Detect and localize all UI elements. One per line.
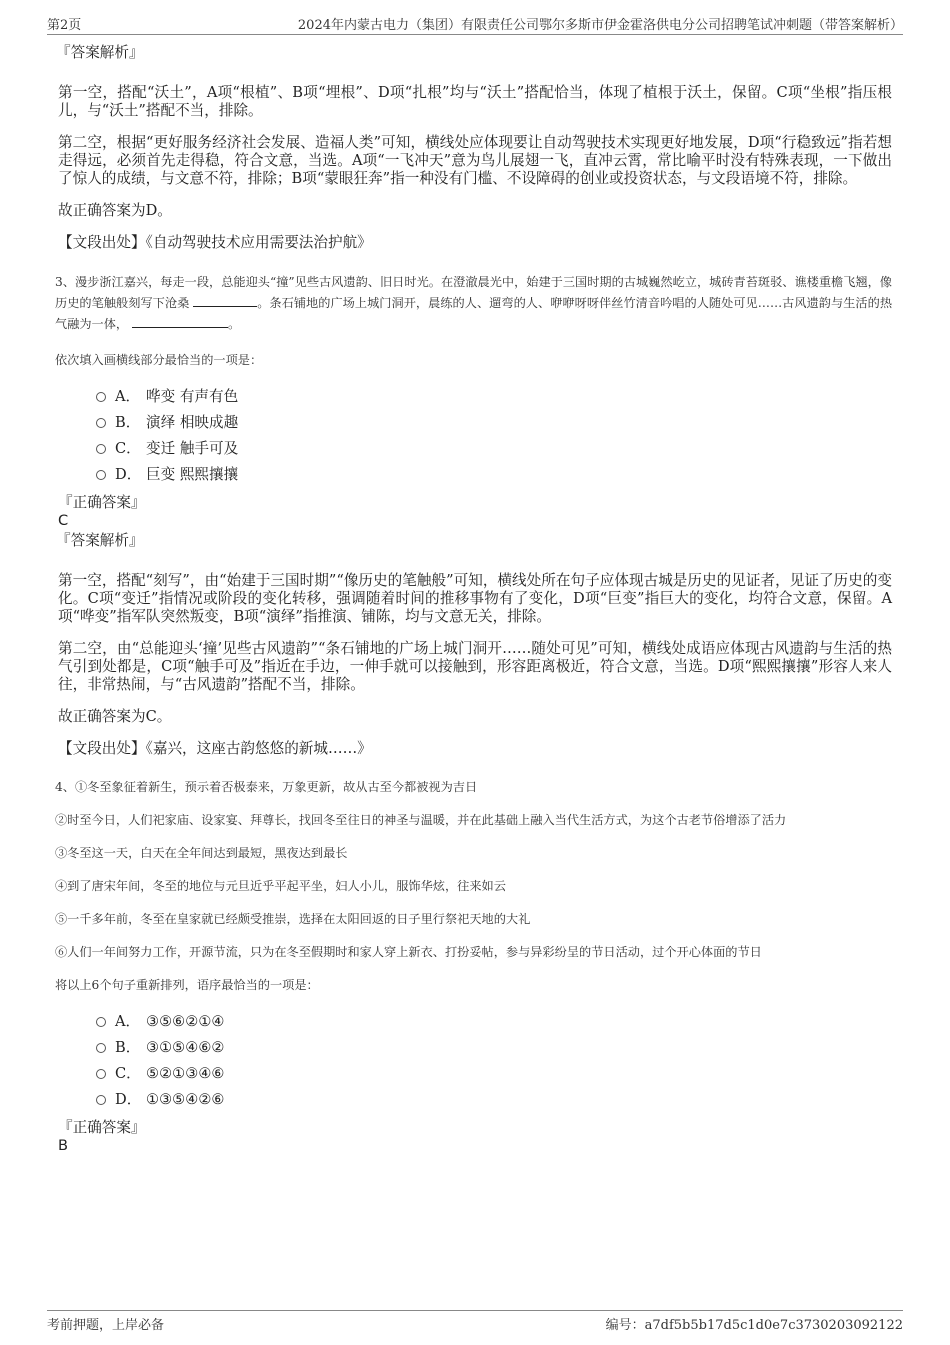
option-b[interactable]: B． ③①⑤④⑥②	[96, 1035, 892, 1061]
analysis-label: 『答案解析』	[56, 532, 144, 549]
sentence-6: ⑥人们一年间努力工作，开源节流，只为在冬至假期时和家人穿上新衣、打扮妥帖，参与异彩纷呈的节日活动，过个开心体面的节日	[55, 945, 762, 959]
correct-answer: B	[58, 1137, 69, 1154]
radio-icon[interactable]	[96, 392, 106, 402]
radio-icon[interactable]	[96, 444, 106, 454]
radio-icon[interactable]	[96, 1095, 106, 1105]
document-id: 编号：a7df5b5b17d5c1d0e7c3730203092122	[605, 1318, 903, 1333]
question-3-text: 3、漫步浙江嘉兴，每走一段，总能迎头“撞”见些古风遗韵、旧日时光。在澄澈晨光中，始建于三国时期的古城巍然屹立，城砖青苔斑驳、谯楼重檐飞翘，像历史的笔触般刻写下沧桑 。条石铺地的广场上城门洞开，晨练的人、遛弯的人、咿咿呀呀伴丝竹清音吟唱的人随处可见……古风遗韵与生活的热气融为一体， 。	[55, 275, 893, 331]
sentence-5: ⑤一千多年前，冬至在皇家就已经颇受推崇，选择在太阳回返的日子里行祭祀天地的大礼	[55, 912, 531, 926]
radio-icon[interactable]	[96, 418, 106, 428]
page-footer	[47, 1310, 903, 1335]
page-content	[55, 44, 893, 1157]
option-d[interactable]: D． ①③⑤④②⑥	[96, 1087, 892, 1113]
analysis-label: 『答案解析』	[56, 44, 144, 61]
radio-icon[interactable]	[96, 470, 106, 480]
option-b[interactable]: B． 演绎 相映成趣	[96, 410, 892, 436]
option-c[interactable]: C． 变迁 触手可及	[96, 436, 892, 462]
option-a[interactable]: A． 哗变 有声有色	[96, 384, 892, 410]
correct-answer: C	[58, 512, 69, 529]
document-title: 2024年内蒙古电力（集团）有限责任公司鄂尔多斯市伊金霍洛供电分公司招聘笔试冲刺题（带答案解析）	[297, 18, 903, 33]
fill-blank	[193, 294, 257, 307]
footer-slogan: 考前押题，上岸必备	[47, 1318, 165, 1333]
analysis-conclusion: 故正确答案为C。	[58, 708, 172, 725]
sentence-4: ④到了唐宋年间，冬至的地位与元旦近乎平起平坐，妇人小儿，服饰华炫，往来如云	[55, 879, 506, 893]
analysis-paragraph: 第二空，根据“更好服务经济社会发展、造福人类”可知，横线处应体现要让自动驾驶技术实现更好地发展，D项“行稳致远”指若想走得远，必须首先走得稳，符合文意，当选。A项“一飞冲天”意为鸟儿展翅一飞，直冲云霄，常比喻平时没有特殊表现，一下做出了惊人的成绩，与文意不符，排除；B项“蒙眼狂奔”指一种没有门槛、不设障碍的创业或投资状态，与文段语境不符，排除。	[58, 134, 892, 187]
analysis-paragraph: 第二空，由“总能迎头‘撞’见些古风遗韵”“条石铺地的广场上城门洞开……随处可见”可知，横线处成语应体现古风遗韵与生活的热气引到处都是，C项“触手可及”指近在手边，一伸手就可以接触到，形容距离极近，符合文意，当选。D项“熙熙攘攘”形容人来人往，非常热闹，与“古风遗韵”搭配不当，排除。	[58, 640, 892, 693]
option-d[interactable]: D． 巨变 熙熙攘攘	[96, 462, 892, 488]
sentence-3: ③冬至这一天，白天在全年间达到最短，黑夜达到最长	[55, 846, 348, 860]
page-number: 第2页	[47, 18, 82, 33]
question-4-prompt: 将以上6个句子重新排列，语序最恰当的一项是：	[55, 978, 319, 992]
option-a[interactable]: A． ③⑤⑥②①④	[96, 1009, 892, 1035]
sentence-2: ②时至今日，人们祀家庙、设家宴、拜尊长，找回冬至往日的神圣与温暖，并在此基础上融入当代生活方式，为这个古老节俗增添了活力	[55, 813, 787, 827]
option-c[interactable]: C． ⑤②①③④⑥	[96, 1061, 892, 1087]
analysis-paragraph: 第一空，搭配“刻写”，由“始建于三国时期”“像历史的笔触般”可知，横线处所在句子应体现古城是历史的见证者，见证了历史的变化。C项“变迁”指情况或阶段的变化转移，强调随着时间的推移事物有了变化，D项“巨变”指巨大的变化，均符合文意，保留。A项“哗变”指军队突然叛变，B项“演绎”指推演、铺陈，均与文意无关，排除。	[58, 572, 892, 625]
passage-source: 【文段出处】《自动驾驶技术应用需要法治护航》	[58, 234, 372, 251]
analysis-conclusion: 故正确答案为D。	[58, 202, 172, 219]
page-header	[47, 12, 903, 35]
radio-icon[interactable]	[96, 1043, 106, 1053]
question-4-options	[96, 1009, 892, 1113]
sentence-1: 4、①冬至象征着新生，预示着否极泰来，万象更新，故从古至今都被视为吉日	[55, 780, 478, 794]
analysis-paragraph: 第一空，搭配“沃土”，A项“根植”、B项“埋根”、D项“扎根”均与“沃土”搭配恰当，体现了植根于沃土，保留。C项“坐根”指压根儿，与“沃土”搭配不当，排除。	[58, 84, 892, 119]
passage-source: 【文段出处】《嘉兴，这座古韵悠悠的新城……》	[58, 740, 372, 757]
radio-icon[interactable]	[96, 1017, 106, 1027]
correct-answer-label: 『正确答案』	[58, 1119, 146, 1136]
fill-blank	[132, 315, 228, 328]
radio-icon[interactable]	[96, 1069, 106, 1079]
question-3-options	[96, 384, 892, 488]
question-3-prompt: 依次填入画横线部分最恰当的一项是：	[55, 353, 263, 367]
correct-answer-label: 『正确答案』	[58, 494, 146, 511]
